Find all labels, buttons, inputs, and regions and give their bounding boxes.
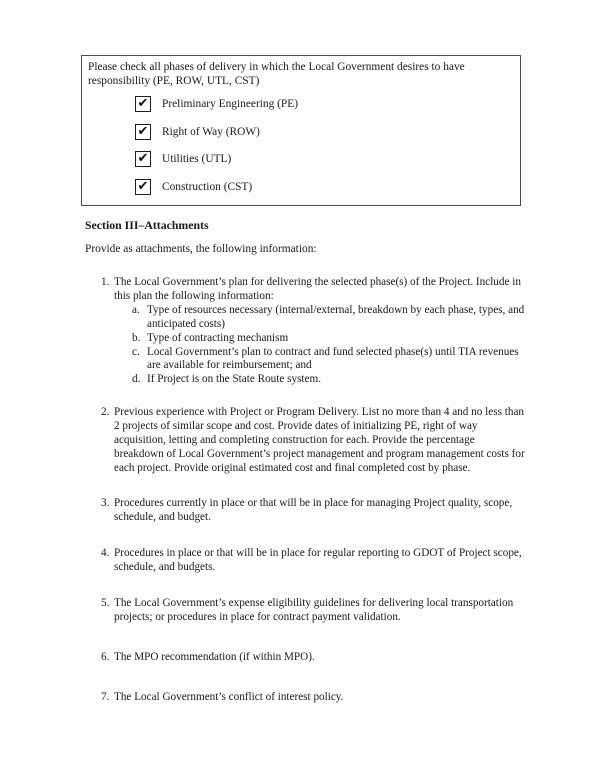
sub-item-d bbox=[132, 373, 525, 387]
checkmark-icon: ✔ bbox=[137, 95, 149, 111]
item-number: 5. bbox=[101, 597, 110, 609]
item-number: 7. bbox=[101, 691, 110, 703]
checkbox-label-cst: Construction (CST) bbox=[162, 181, 253, 193]
checkmark-icon: ✔ bbox=[137, 178, 149, 194]
item-text: The Local Government’s expense eligibility guidelines for delivering local transportation projects; or procedures in place for contract payment validation. bbox=[114, 597, 514, 623]
sub-item-a bbox=[132, 304, 525, 332]
sub-item-text: Type of contracting mechanism bbox=[147, 331, 289, 344]
sub-item-letter: c. bbox=[132, 345, 140, 358]
checkbox-utl[interactable] bbox=[135, 151, 151, 167]
section-heading: Section III–Attachments bbox=[85, 218, 209, 232]
list-item-6 bbox=[101, 651, 525, 665]
item-number: 3. bbox=[101, 497, 110, 509]
checkbox-label-pe: Preliminary Engineering (PE) bbox=[162, 98, 299, 110]
sub-item-c bbox=[132, 346, 525, 374]
checkbox-row-row bbox=[135, 123, 260, 141]
item-text: The MPO recommendation (if within MPO). bbox=[114, 651, 315, 663]
checkbox-cst[interactable] bbox=[135, 179, 151, 195]
list-item-7 bbox=[101, 691, 525, 705]
sub-item-letter: a. bbox=[132, 303, 140, 316]
item-number: 6. bbox=[101, 651, 110, 663]
checkbox-label-row: Right of Way (ROW) bbox=[162, 126, 260, 138]
item-number: 2. bbox=[101, 406, 110, 418]
sub-item-b bbox=[132, 332, 525, 346]
checkbox-row-cst bbox=[135, 178, 252, 196]
section-intro: Provide as attachments, the following information: bbox=[85, 243, 317, 255]
checkmark-icon: ✔ bbox=[137, 150, 149, 166]
checkbox-row-utl bbox=[135, 150, 231, 168]
list-item-1 bbox=[101, 276, 525, 387]
sub-item-letter: d. bbox=[132, 373, 141, 386]
list-item-5 bbox=[101, 597, 525, 625]
item-text: Procedures currently in place or that will be in place for managing Project quality, scope, schedule, and budget. bbox=[114, 497, 513, 523]
phase-instruction: Please check all phases of delivery in which the Local Government desires to have responsibility (PE, ROW, UTL, CST) bbox=[88, 61, 465, 87]
sub-item-text: If Project is on the State Route system. bbox=[147, 373, 322, 386]
list-item-4 bbox=[101, 547, 525, 575]
item-number: 4. bbox=[101, 547, 110, 559]
sub-item-letter: b. bbox=[132, 331, 141, 344]
checkmark-icon: ✔ bbox=[137, 123, 149, 139]
list-item-3 bbox=[101, 497, 525, 525]
checkbox-pe[interactable] bbox=[135, 96, 151, 112]
item-text: The Local Government’s conflict of interest policy. bbox=[114, 691, 344, 703]
item-text: Previous experience with Project or Program Delivery. List no more than 4 and no less than 2 projects of similar scope and cost. Provide dates of initializing PE, right of way acquisition, letting and completing construction for each. Provide the percentage breakdown of Local Government’s project management and program management costs for each project. Provide original estimated cost and final completed cost by phase. bbox=[114, 406, 525, 474]
item-number: 1. bbox=[101, 276, 110, 288]
item-text: The Local Government’s plan for delivering the selected phase(s) of the Project. Include in this plan the following information: bbox=[114, 276, 521, 302]
checkbox-row-pe bbox=[135, 95, 298, 113]
sub-item-text: Type of resources necessary (internal/external, breakdown by each phase, types, and anticipated costs) bbox=[147, 303, 525, 330]
list-item-2 bbox=[101, 406, 525, 476]
phase-selection-box bbox=[81, 55, 521, 206]
checkbox-label-utl: Utilities (UTL) bbox=[162, 153, 232, 165]
checkbox-row[interactable] bbox=[135, 124, 151, 140]
sublist-item-1 bbox=[132, 304, 525, 387]
sub-item-text: Local Government’s plan to contract and fund selected phase(s) until TIA revenues are available for reimbursement; and bbox=[147, 345, 519, 372]
item-text: Procedures in place or that will be in place for regular reporting to GDOT of Project scope, schedule, and budgets. bbox=[114, 547, 522, 573]
